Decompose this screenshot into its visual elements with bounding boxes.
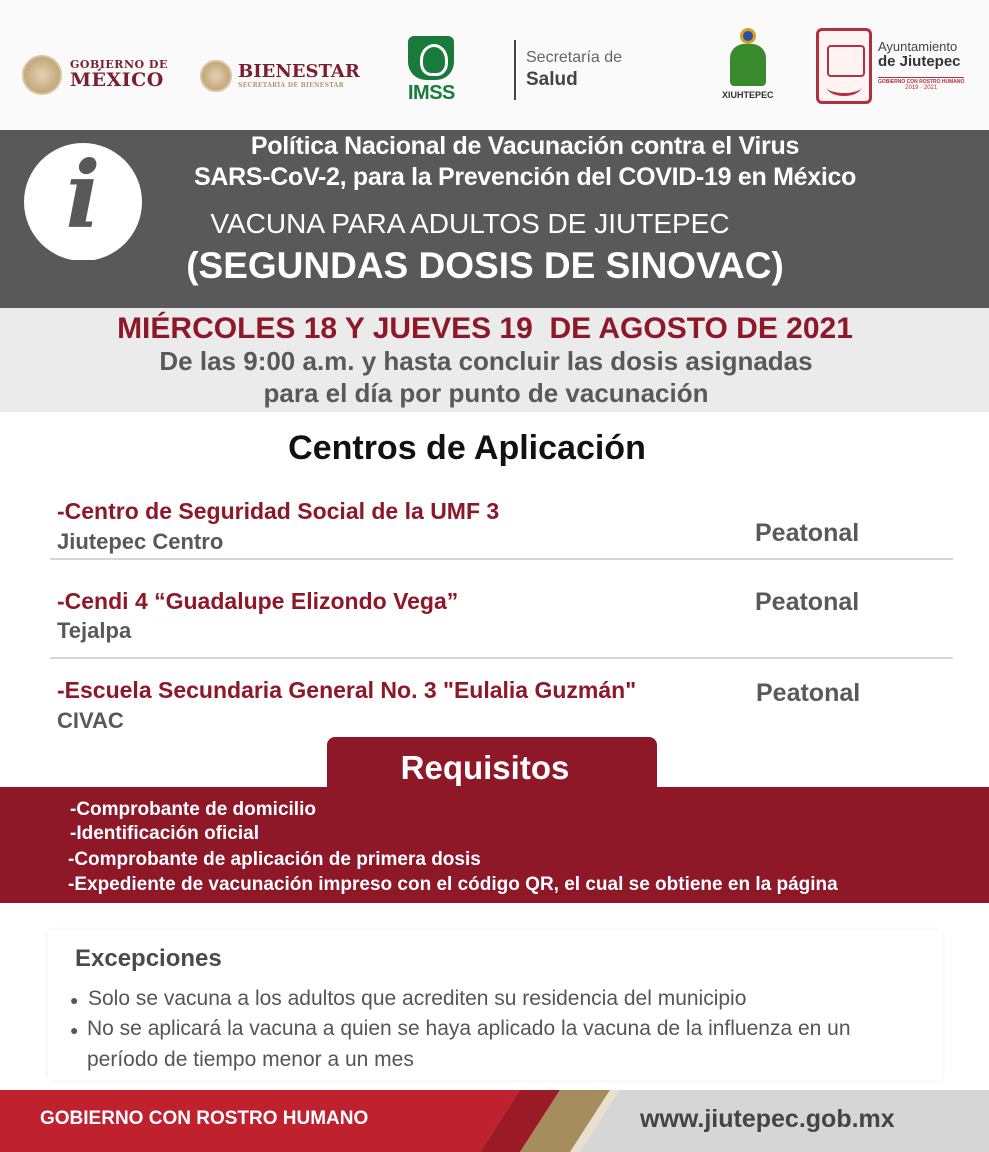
- center-access-mode: Peatonal: [755, 588, 860, 616]
- center-access-mode: Peatonal: [756, 679, 861, 707]
- bienestar-seal-icon: [200, 60, 232, 92]
- center-name: -Centro de Seguridad Social de la UMF 3: [57, 498, 500, 524]
- logo-bar: [0, 0, 989, 130]
- exception-item-continued: período de tiempo menor a un mes: [87, 1048, 414, 1071]
- ayuntamiento-logo-line4: 2019 · 2021: [905, 85, 938, 92]
- ayuntamiento-logo-line2: de Jiutepec: [878, 53, 961, 71]
- center-divider: [50, 558, 953, 560]
- imss-shield-icon: [408, 36, 454, 80]
- salud-logo-line2: Salud: [526, 69, 578, 91]
- requirements-title: Requisitos: [400, 749, 570, 786]
- xiuhtepec-glyph-icon: [726, 28, 770, 88]
- center-name: -Cendi 4 “Guadalupe Elizondo Vega”: [57, 588, 459, 614]
- ayuntamiento-jiutepec-logo: [816, 28, 964, 104]
- national-seal-icon: [22, 55, 62, 95]
- center-location: Jiutepec Centro: [57, 529, 224, 554]
- bienestar-logo-line1: BIENESTAR: [238, 61, 360, 82]
- schedule-hours-line2: para el día por punto de vacunación: [263, 378, 709, 408]
- bullet-icon: ●: [70, 1022, 79, 1038]
- footer: [0, 1090, 989, 1152]
- info-icon: [24, 143, 142, 261]
- salud-logo-line1: Secretaría de: [526, 49, 623, 67]
- bullet-icon: ●: [70, 992, 79, 1008]
- requirement-item: -Comprobante de domicilio: [70, 799, 316, 820]
- xiuhtepec-logo: [722, 28, 774, 100]
- center-location: CIVAC: [57, 708, 124, 733]
- center-name: -Escuela Secundaria General No. 3 "Eulalia Guzmán": [57, 677, 637, 703]
- policy-title-line1: Política Nacional de Vacunación contra el Virus: [250, 132, 800, 160]
- gobierno-de-mexico-logo: [22, 55, 168, 95]
- gobierno-logo-line2: MÉXICO: [70, 68, 164, 91]
- exception-item: Solo se vacuna a los adultos que acrediten su residencia del municipio: [88, 987, 747, 1010]
- footer-slogan: GOBIERNO CON ROSTRO HUMANO: [40, 1108, 369, 1129]
- requirement-item: -Identificación oficial: [70, 823, 259, 844]
- vaccine-subtitle: (SEGUNDAS DOSIS DE SINOVAC): [186, 245, 784, 286]
- vaccine-title: VACUNA PARA ADULTOS DE JIUTEPEC: [210, 208, 730, 239]
- secretaria-salud-logo: [514, 40, 622, 100]
- center-access-mode: Peatonal: [755, 519, 860, 547]
- gobierno-logo-line1: GOBIERNO DE: [70, 58, 168, 72]
- footer-website: www.jiutepec.gob.mx: [640, 1105, 895, 1133]
- centers-title: Centros de Aplicación: [288, 429, 646, 467]
- policy-title: [140, 131, 910, 193]
- imss-logo-text: IMSS: [408, 82, 455, 104]
- ayuntamiento-logo-line3: GOBIERNO CON ROSTRO HUMANO: [878, 78, 965, 85]
- footer-background: [0, 1090, 989, 1152]
- exceptions-title: Excepciones: [75, 945, 222, 972]
- policy-title-line2: SARS-CoV-2, para la Prevención del COVID-19 en México: [193, 163, 857, 191]
- requirement-item: -Expediente de vacunación impreso con el código QR, el cual se obtiene en la página: [68, 874, 838, 895]
- requirement-item: -Comprobante de aplicación de primera dosis: [68, 849, 481, 870]
- bienestar-logo: [200, 60, 360, 92]
- schedule-hours-line1: De las 9:00 a.m. y hasta concluir las dosis asignadas: [159, 346, 813, 376]
- imss-logo: [408, 36, 455, 105]
- ayuntamiento-logo-line1: Ayuntamiento: [878, 39, 958, 55]
- xiuhtepec-logo-text: XIUHTEPEC: [722, 90, 774, 100]
- salud-divider: [514, 40, 516, 100]
- center-location: Tejalpa: [57, 618, 132, 643]
- ayuntamiento-seal-icon: [816, 28, 872, 104]
- center-divider: [50, 657, 953, 659]
- exception-item: No se aplicará la vacuna a quien se haya aplicado la vacuna de la influenza en un: [87, 1017, 851, 1040]
- bienestar-logo-line2: SECRETARÍA DE BIENESTAR: [238, 82, 344, 89]
- info-icon-glyph: i: [65, 143, 101, 249]
- info-icon-mask: [20, 260, 150, 308]
- schedule-dates: MIÉRCOLES 18 Y JUEVES 19 DE AGOSTO DE 2021: [117, 312, 853, 345]
